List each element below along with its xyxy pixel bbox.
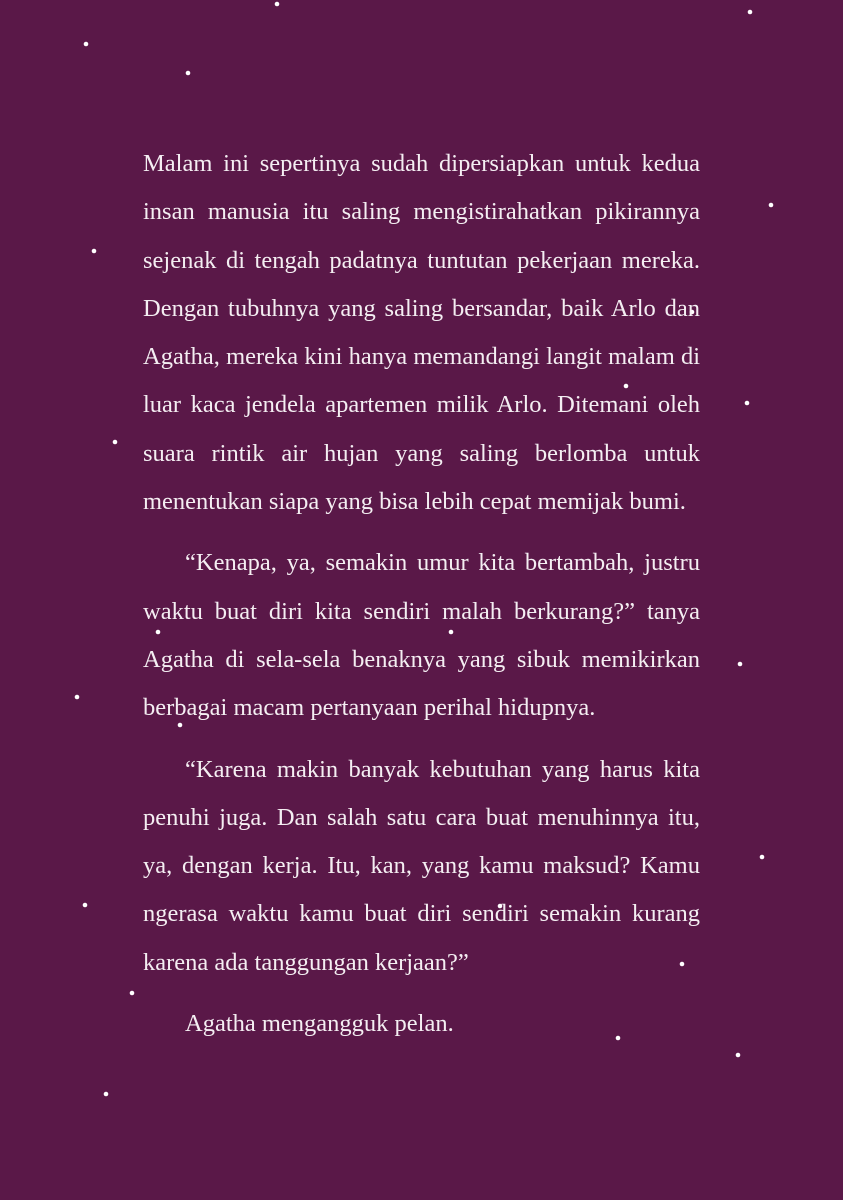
star — [760, 855, 765, 860]
paragraph-1: Malam ini sepertinya sudah dipersiapkan untuk kedua insan manusia itu saling mengistirahatkan pikirannya sejenak di tengah padatnya tuntutan pekerjaan mereka. Dengan tubuhnya yang saling bersandar, baik Arlo dan Agatha, mereka kini hanya memandangi langit malam di luar kaca jendela apartemen milik Arlo. Ditemani oleh suara rintik air hujan yang saling berlomba untuk menentukan siapa yang bisa lebih cepat memijak bumi. — [143, 150, 700, 516]
star — [186, 71, 191, 76]
star — [113, 440, 118, 445]
star — [738, 662, 743, 667]
star — [736, 1053, 741, 1058]
paragraph-2: “Kenapa, ya, semakin umur kita bertambah, justru waktu buat diri kita sendiri malah berkurang?” tanya Agatha di sela-sela benaknya yang sibuk memikirkan berbagai macam pertanyaan perihal hidupnya. — [143, 549, 700, 722]
star — [769, 203, 774, 208]
star — [84, 42, 89, 47]
star — [75, 695, 80, 700]
paragraph-3: “Karena makin banyak kebutuhan yang harus kita penuhi juga. Dan salah satu cara buat menuhinnya itu, ya, dengan kerja. Itu, kan, yang kamu maksud? Kamu ngerasa waktu kamu buat diri sendiri semakin kurang karena ada tanggungan kerjaan?” — [143, 755, 700, 976]
star — [92, 249, 97, 254]
star — [745, 401, 750, 406]
paragraph-4: Agatha mengangguk pelan. — [185, 1010, 454, 1038]
star — [83, 903, 88, 908]
star — [748, 10, 753, 15]
star — [130, 991, 135, 996]
star — [104, 1092, 109, 1097]
star — [275, 2, 280, 7]
story-text — [143, 140, 700, 1061]
